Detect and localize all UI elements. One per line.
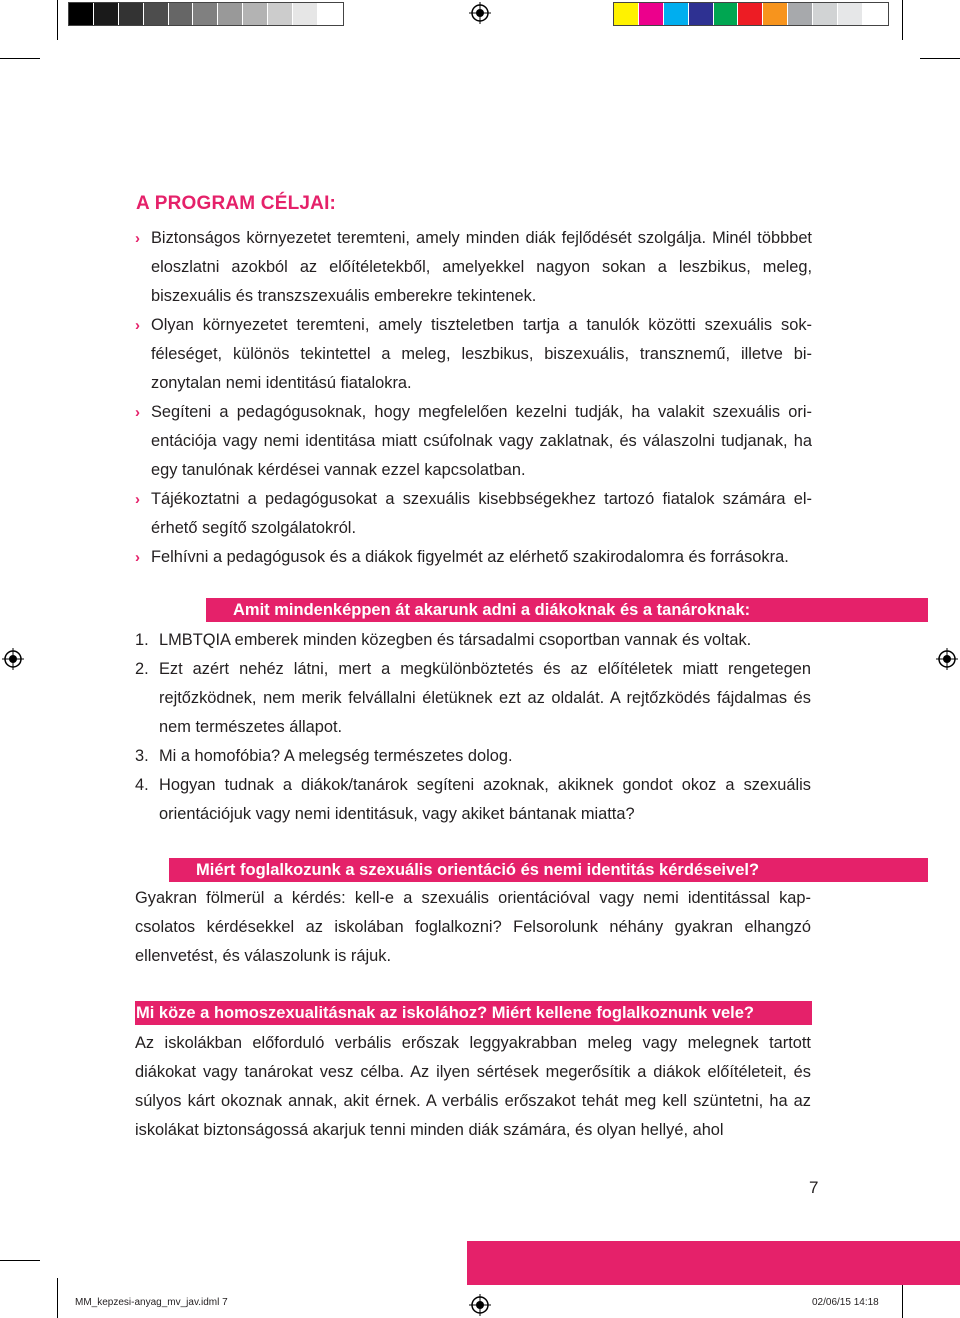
list-item <box>136 485 812 543</box>
registration-mark-icon <box>469 1294 491 1316</box>
color-swatch <box>813 3 838 25</box>
heading-text: Miért foglalkozunk a szexuális orientáció és nemi identitás kérdéseivel? <box>196 861 760 879</box>
gray-swatch <box>268 3 293 25</box>
item-text: Ezt azért nehéz látni, mert a megkülönböztetés és az előítéletek miatt rengetegen rejtőzködnek, nem merik felvállalni életüknek ezt az oldalát. A rejtőzködés fájdalmas és nem természetes állapot. <box>159 660 811 736</box>
color-swatch <box>714 3 739 25</box>
body-paragraph: Gyakran fölmerül a kérdés: kell-e a szexuális orientációval vagy nemi identitással kapcsolatos kérdésekkel az iskolában foglalkozni? Felsorolunk néhány gyakran elhangzó ellenvetést, és válaszolunk is rájuk. <box>135 889 811 965</box>
list-item <box>135 655 811 742</box>
item-text: LMBTQIA emberek minden közegben és társadalmi csoportban vannak és voltak. <box>159 631 752 649</box>
chevron-right-icon: › <box>135 491 140 508</box>
gray-swatch <box>94 3 119 25</box>
gray-swatch <box>119 3 144 25</box>
item-number: 3. <box>135 747 149 765</box>
gray-swatch <box>169 3 194 25</box>
color-swatch <box>838 3 863 25</box>
crop-mark <box>57 1278 58 1318</box>
color-calibration-bar <box>613 2 889 26</box>
chevron-right-icon: › <box>135 549 140 566</box>
page-number: 7 <box>809 1178 819 1197</box>
item-number: 4. <box>135 776 149 794</box>
numbered-list <box>135 626 811 829</box>
gray-swatch <box>193 3 218 25</box>
grayscale-calibration-bar <box>68 2 344 26</box>
color-swatch <box>614 3 639 25</box>
gray-swatch <box>69 3 94 25</box>
list-item <box>136 224 812 311</box>
list-item <box>135 771 811 829</box>
color-swatch <box>763 3 788 25</box>
color-swatch <box>738 3 763 25</box>
color-swatch <box>788 3 813 25</box>
gray-swatch <box>243 3 268 25</box>
color-swatch <box>664 3 689 25</box>
list-item <box>136 398 812 485</box>
section-title: A PROGRAM CÉLJAI: <box>136 193 337 214</box>
list-item <box>136 311 812 398</box>
bullet-text: Segíteni a pedagógusoknak, hogy megfelelően kezelni tudják, ha valakit szexuális orientációja vagy nemi identitása miatt csúfolnak vagy zaklatnak, és válaszolni tudjanak, ha egy tanulónak kérdései vannak ezzel kapcsolatban. <box>151 403 812 479</box>
color-swatch <box>639 3 664 25</box>
list-item <box>135 742 811 771</box>
bullet-text: Tájékoztatni a pedagógusokat a szexuális kisebbségekhez tartozó fiatalok számára elérhető segítő szolgálatokról. <box>151 490 812 537</box>
chevron-right-icon: › <box>135 317 140 334</box>
decorative-pink-block <box>467 1241 960 1285</box>
body-paragraph: Az iskolákban előforduló verbális erőszak leggyakrabban meleg vagy melegnek tartott diákokat vagy tanárokat vesz célba. Az ilyen sértések megerősítik a diákok előítéleteit, és súlyos kárt okoznak annak, akit érnek. A verbális erőszakot tehát meg kell szüntetni, ha az iskolákat biztonságossá akarjuk tenni minden diák számára, és olyan hellyé, ahol <box>135 1034 811 1139</box>
chevron-right-icon: › <box>135 404 140 421</box>
list-item <box>136 543 812 572</box>
registration-mark-icon <box>469 2 491 24</box>
bullet-text: Olyan környezetet teremteni, amely tiszteletben tartja a tanulók közötti szexuális sokféleséget, különös tekintettel a meleg, leszbikus, biszexuális, transznemű, illetve bizonytalan nemi identitású fiatalokra. <box>151 316 812 392</box>
heading-text: Mi köze a homoszexualitásnak az iskolához? Miért kellene foglalkoznunk vele? <box>136 1004 755 1022</box>
section-heading <box>169 858 928 882</box>
item-number: 1. <box>135 631 149 649</box>
goals-list <box>136 224 812 572</box>
heading-text: Amit mindenképpen át akarunk adni a diákoknak és a tanároknak: <box>233 601 751 619</box>
gray-swatch <box>318 3 343 25</box>
crop-mark <box>920 58 960 59</box>
item-number: 2. <box>135 660 149 678</box>
list-item <box>135 626 811 655</box>
chevron-right-icon: › <box>135 230 140 247</box>
crop-mark <box>902 0 903 40</box>
item-text: Hogyan tudnak a diákok/tanárok segíteni azoknak, akiknek gondot okoz a szexuális orientációjuk vagy nemi identitásuk, vagy akiket bántanak miatta? <box>159 776 811 823</box>
gray-swatch <box>144 3 169 25</box>
bullet-text: Felhívni a pedagógusok és a diákok figyelmét az elérhető szakirodalomra és forrásokra. <box>151 548 789 566</box>
color-swatch <box>863 3 888 25</box>
slug-filename: MM_kepzesi-anyag_mv_jav.idml 7 <box>75 1297 228 1308</box>
item-text: Mi a homofóbia? A melegség természetes dolog. <box>159 747 513 765</box>
section-heading <box>206 598 928 622</box>
gray-swatch <box>293 3 318 25</box>
registration-mark-icon <box>936 648 958 670</box>
registration-mark-icon <box>2 648 24 670</box>
slug-date: 02/06/15 14:18 <box>812 1297 879 1308</box>
crop-mark <box>57 0 58 40</box>
crop-mark <box>0 58 40 59</box>
section-heading <box>135 1001 812 1025</box>
crop-mark <box>0 1260 40 1261</box>
bullet-text: Biztonságos környezetet teremteni, amely minden diák fejlődését szolgálja. Minél többbet eloszlatni azokból az előítéletekből, amelyekkel nagyon sokan a leszbikus, meleg, biszexuális és transzszexuális emberekre tekintenek. <box>151 229 812 305</box>
gray-swatch <box>218 3 243 25</box>
color-swatch <box>689 3 714 25</box>
